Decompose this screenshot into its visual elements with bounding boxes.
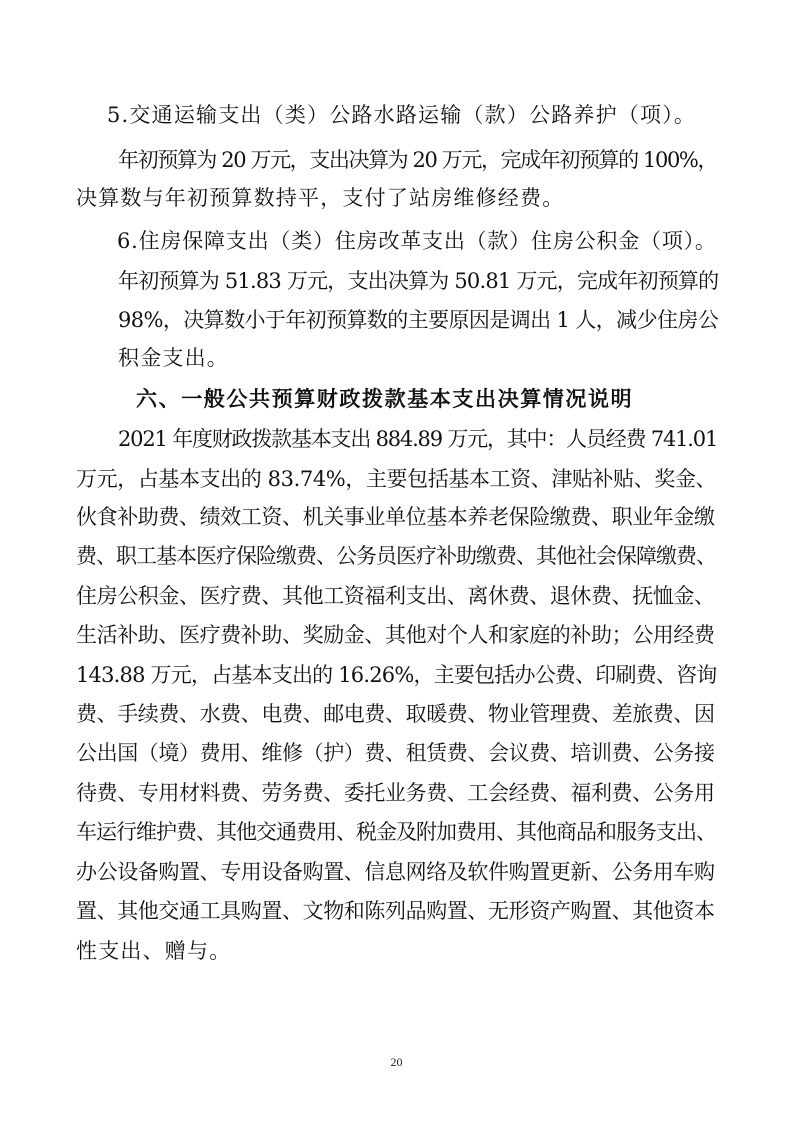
- section-heading: 六、一般公共预算财政拨款基本支出决算情况说明: [136, 386, 634, 411]
- paragraph-line: 待费、专用材料费、劳务费、委托业务费、工会经费、福利费、公务用: [76, 781, 715, 805]
- paragraph-line: 决算数与年初预算数持平，支付了站房维修经费。: [76, 186, 565, 210]
- paragraph-line: 公出国（境）费用、维修（护）费、租赁费、会议费、培训费、公务接: [76, 741, 715, 765]
- paragraph-line: 住房公积金、医疗费、其他工资福利支出、离休费、退休费、抚恤金、: [76, 584, 715, 608]
- paragraph-line: 费、手续费、水费、电费、邮电费、取暖费、物业管理费、差旅费、因: [76, 702, 715, 726]
- paragraph-line: 生活补助、医疗费补助、奖励金、其他对个人和家庭的补助；公用经费: [76, 623, 715, 647]
- paragraph-line: 年初预算为 51.83 万元，支出决算为 50.81 万元，完成年初预算的: [118, 269, 719, 293]
- paragraph-line: 98%，决算数小于年初预算数的主要原因是调出 1 人，减少住房公: [118, 308, 719, 332]
- item-5-heading: 5.交通运输支出（类）公路水路运输（款）公路养护（项）。: [107, 103, 697, 127]
- paragraph-line: 伙食补助费、绩效工资、机关事业单位基本养老保险缴费、职业年金缴: [76, 505, 715, 529]
- paragraph-line: 车运行维护费、其他交通费用、税金及附加费用、其他商品和服务支出、: [76, 820, 716, 844]
- paragraph-line: 2021 年度财政拨款基本支出 884.89 万元，其中：人员经费 741.01: [118, 427, 718, 451]
- paragraph-line: 办公设备购置、专用设备购置、信息网络及软件购置更新、公务用车购: [76, 860, 715, 884]
- paragraph-line: 年初预算为 20 万元，支出决算为 20 万元，完成年初预算的 100%，: [118, 148, 718, 172]
- paragraph-line: 费、职工基本医疗保险缴费、公务员医疗补助缴费、其他社会保障缴费、: [76, 544, 716, 568]
- paragraph-line: 积金支出。: [118, 346, 229, 370]
- paragraph-line: 143.88 万元，占基本支出的 16.26%，主要包括办公费、印刷费、咨询: [76, 663, 717, 687]
- item-6-heading: 6.住房保障支出（类）住房改革支出（款）住房公积金（项）。: [117, 229, 717, 253]
- paragraph-line: 置、其他交通工具购置、文物和陈列品购置、无形资产购置、其他资本: [76, 899, 715, 923]
- paragraph-line: 万元，占基本支出的 83.74%，主要包括基本工资、津贴补贴、奖金、: [76, 467, 717, 491]
- paragraph-line: 性支出、赠与。: [76, 939, 232, 963]
- page-number: 20: [390, 1055, 403, 1069]
